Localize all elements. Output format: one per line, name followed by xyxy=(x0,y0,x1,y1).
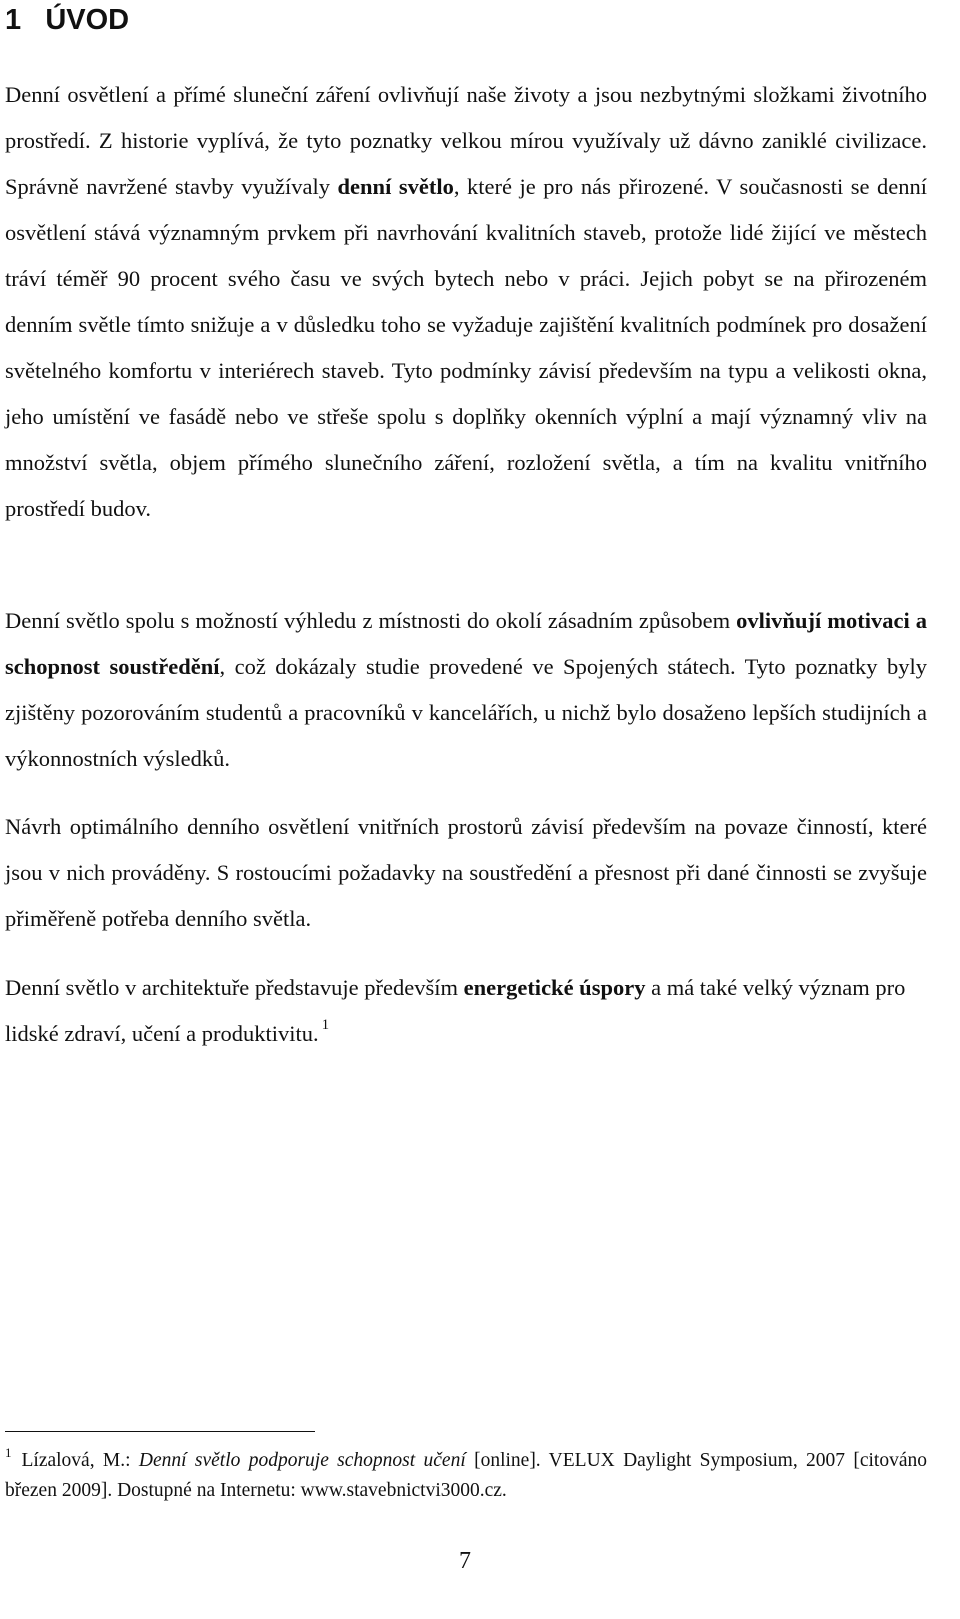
footnote-reference[interactable]: 1 xyxy=(321,1017,330,1033)
chapter-number: 1 xyxy=(5,4,22,36)
emphasis-text: ovlivňují motivaci a schopnost soustředění xyxy=(5,608,927,679)
paragraph-text: Denní světlo v architektuře představuje především xyxy=(5,975,464,1000)
footnote xyxy=(5,1446,927,1506)
footnote-marker: 1 xyxy=(5,1445,12,1460)
paragraph-text: , což dokázaly studie provedené ve Spojených státech. Tyto poznatky byly zjištěny pozorováním studentů a pracovníků v kancelářích, u nichž bylo dosaženo lepších studijních a výkonnostních výsledků. xyxy=(5,654,927,771)
footnote-source: [online]. VELUX Daylight Symposium, 2007 [citováno březen 2009]. Dostupné na Internetu: www.stavebnictvi3000.cz. xyxy=(5,1450,928,1501)
footnote-title: Denní světlo podporuje schopnost učení xyxy=(138,1450,466,1471)
paragraph-intro xyxy=(5,72,927,532)
chapter-heading xyxy=(5,0,129,40)
emphasis-text: energetické úspory xyxy=(463,975,646,1000)
paragraph-text: a má také velký význam pro lidské zdraví, učení a produktivitu. xyxy=(5,975,906,1046)
footnote-author: Lízalová, M.: xyxy=(21,1450,139,1471)
paragraph-motivation xyxy=(5,598,927,782)
paragraph-text: , které je pro nás přirozené. V současnosti se denní osvětlení stává významným prvkem při navrhování kvalitních staveb, protože lidé žijící ve městech tráví téměř 90 procent svého času ve svých bytech nebo v práci. Jejich pobyt se na přirozeném denním světle tímto snižuje a v důsledku toho se vyžaduje zajištění kvalitních podmínek pro dosažení světelného komfortu v interiérech staveb. Tyto podmínky závisí především na typu a velikosti okna, jeho umístění ve fasádě nebo ve střeše spolu s doplňky okenních výplní a mají významný vliv na množství světla, objem přímého slunečního záření, rozložení světla, a tím na kvalitu vnitřního prostředí budov. xyxy=(5,174,928,521)
chapter-title: ÚVOD xyxy=(45,4,130,36)
page-number: 7 xyxy=(459,1548,471,1574)
paragraph-text: Denní světlo spolu s možností výhledu z místnosti do okolí zásadním způsobem xyxy=(5,608,737,633)
paragraph-text: Denní osvětlení a přímé sluneční záření ovlivňují naše životy a jsou nezbytnými složkami životního prostředí. Z historie vyplívá, že tyto poznatky velkou mírou využívaly už dávno zaniklé civilizace. Správně navržené stavby využívaly xyxy=(5,82,927,199)
emphasis-text: denní světlo xyxy=(337,174,454,199)
footnote-divider xyxy=(5,1431,315,1432)
paragraph-architecture xyxy=(5,965,927,1057)
paragraph-design xyxy=(5,804,927,942)
paragraph-text: Návrh optimálního denního osvětlení vnitřních prostorů závisí především na povaze činností, které jsou v nich prováděny. S rostoucími požadavky na soustředění a přesnost při dané činnosti se zvyšuje přiměřeně potřeba denního světla. xyxy=(5,814,927,931)
